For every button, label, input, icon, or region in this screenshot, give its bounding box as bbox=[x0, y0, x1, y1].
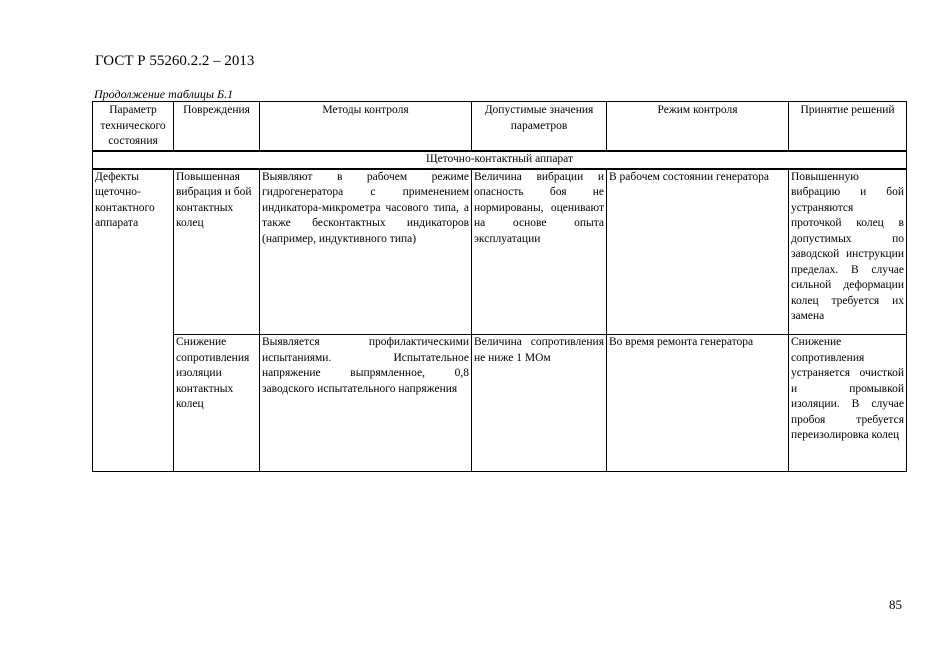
column-header-allowed: Допустимые значения параметров bbox=[472, 102, 607, 151]
cell-decision: Снижение сопротивления устраняется очисткой и промывкой изоляции. В случае пробоя требуется переизолировка колец bbox=[789, 335, 907, 472]
cell-method: Выявляется профилактическими испытаниями. Испытательное напряжение выпрямленное, 0,8 заводского испытательного напряжения bbox=[260, 335, 472, 472]
inspection-table bbox=[92, 101, 907, 472]
document-header: ГОСТ Р 55260.2.2 – 2013 bbox=[95, 53, 255, 69]
table-row bbox=[93, 169, 907, 335]
page-number: 85 bbox=[889, 597, 902, 612]
section-title: Щеточно-контактный аппарат bbox=[93, 151, 907, 169]
cell-damage: Повышенная вибрация и бой контактных колец bbox=[174, 169, 260, 335]
cell-mode: В рабочем состоянии генератора bbox=[607, 169, 789, 335]
column-header-damage: Повреждения bbox=[174, 102, 260, 151]
cell-method: Выявляют в рабочем режиме гидрогенератора с применением индикатора-микрометра часового типа, а также бесконтактных индикаторов (например, индуктивного типа) bbox=[260, 169, 472, 335]
column-header-mode: Режим контроля bbox=[607, 102, 789, 151]
cell-allowed: Величина вибрации и опасность боя не нормированы, оценивают на основе опыта эксплуатации bbox=[472, 169, 607, 335]
table-caption: Продолжение таблицы Б.1 bbox=[94, 87, 234, 101]
section-row bbox=[93, 151, 907, 169]
cell-decision: Повышенную вибрацию и бой устраняются проточкой колец в допустимых по заводской инструкции пределах. В случае сильной деформации колец требуется их замена bbox=[789, 169, 907, 335]
table-row bbox=[93, 335, 907, 472]
cell-allowed: Величина сопротивления не ниже 1 МОм bbox=[472, 335, 607, 472]
table-header-row bbox=[93, 102, 907, 151]
cell-damage: Снижение сопротивления изоляции контактных колец bbox=[174, 335, 260, 472]
column-header-decision: Принятие решений bbox=[789, 102, 907, 151]
column-header-method: Методы контроля bbox=[260, 102, 472, 151]
cell-mode: Во время ремонта генератора bbox=[607, 335, 789, 472]
cell-parameter: Дефекты щеточно-контактного аппарата bbox=[93, 169, 174, 472]
column-header-parameter: Параметр технического состояния bbox=[93, 102, 174, 151]
